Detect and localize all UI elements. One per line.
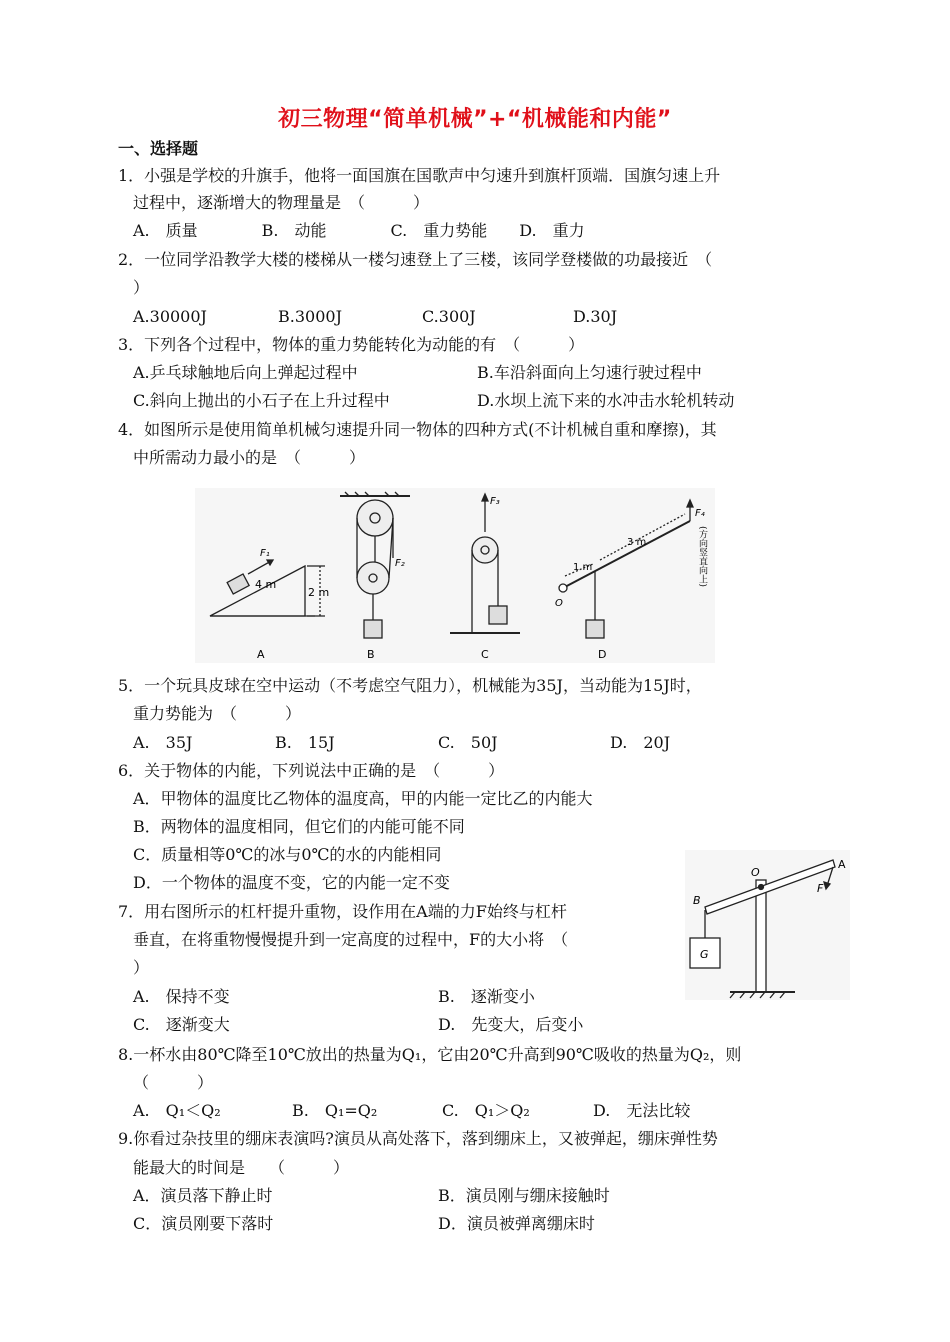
label-a: A bbox=[257, 648, 265, 661]
label-lever-g: G bbox=[700, 948, 709, 961]
label-o: O bbox=[555, 598, 563, 609]
q7-option-c: C. 逐渐变大 bbox=[133, 1015, 230, 1034]
label-c: C bbox=[481, 648, 489, 661]
label-direction-note: (方向竖直向上) bbox=[697, 526, 707, 588]
q6-stem: 6．关于物体的内能，下列说法中正确的是 （ ） bbox=[118, 761, 505, 780]
q8-stem-line2: （ ） bbox=[133, 1073, 214, 1092]
q2-stem-line1: 2．一位同学沿教学大楼的楼梯从一楼匀速登上了三楼，该同学登楼做的功最接近 （ bbox=[118, 250, 713, 269]
q6-option-d: D．一个物体的温度不变，它的内能一定不变 bbox=[133, 873, 450, 892]
label-2m: 2 m bbox=[308, 586, 330, 599]
q9-option-b: B．演员刚与绷床接触时 bbox=[438, 1186, 610, 1205]
label-f2: F₂ bbox=[395, 558, 405, 569]
q3-option-d: D.水坝上流下来的水冲击水轮机转动 bbox=[477, 391, 735, 410]
q5-stem-line1: 5．一个玩具皮球在空中运动（不考虑空气阻力），机械能为35J，当动能为15J时， bbox=[118, 676, 702, 695]
label-f3: F₃ bbox=[490, 496, 500, 507]
q9-option-c: C．演员刚要下落时 bbox=[133, 1214, 274, 1233]
q2-stem-line2: ） bbox=[133, 278, 150, 297]
q1-options: A. 质量 B. 动能 C. 重力势能 D. 重力 bbox=[133, 221, 585, 240]
label-lever-o: O bbox=[751, 866, 760, 879]
q3-option-b: B.车沿斜面向上匀速行驶过程中 bbox=[477, 363, 702, 382]
label-lever-a: A bbox=[838, 858, 846, 871]
q9-stem-line2: 能最大的时间是 （ ） bbox=[133, 1158, 350, 1177]
q1-stem-line2: 过程中，逐渐增大的物理量是 （ ） bbox=[133, 193, 430, 212]
label-d: D bbox=[598, 648, 607, 661]
q2-option-c: C.300J bbox=[422, 307, 476, 326]
q2-option-a: A.30000J bbox=[133, 307, 207, 326]
q8-stem-line1: 8.一杯水由80℃降至10℃放出的热量为Q₁，它由20℃升高到90℃吸收的热量为Q₂，则 bbox=[118, 1045, 742, 1064]
page-title: 初三物理“简单机械”+“机械能和内能” bbox=[278, 107, 672, 132]
q7-stem-line1: 7．用右图所示的杠杆提升重物，设作用在A端的力F始终与杠杆 bbox=[118, 902, 567, 921]
q5-option-d: D. 20J bbox=[610, 733, 671, 752]
q7-stem-line3: ） bbox=[133, 958, 150, 977]
q3-option-c: C.斜向上抛出的小石子在上升过程中 bbox=[133, 391, 390, 410]
q5-option-c: C. 50J bbox=[438, 733, 498, 752]
q6-option-b: B．两物体的温度相同，但它们的内能可能不同 bbox=[133, 817, 465, 836]
q9-option-a: A．演员落下静止时 bbox=[133, 1186, 273, 1205]
label-3m: 3 m bbox=[627, 537, 647, 548]
q8-option-b: B. Q₁=Q₂ bbox=[292, 1101, 378, 1120]
label-1m: 1 m bbox=[573, 562, 593, 573]
q8-option-d: D. 无法比较 bbox=[593, 1101, 691, 1120]
label-f4: F₄ bbox=[695, 508, 705, 519]
q9-option-d: D．演员被弹离绷床时 bbox=[438, 1214, 595, 1233]
label-f1: F₁ bbox=[260, 548, 270, 559]
q5-stem-line2: 重力势能为 （ ） bbox=[133, 704, 302, 723]
q7-stem-line2: 垂直，在将重物慢慢提升到一定高度的过程中，F的大小将 （ bbox=[133, 930, 569, 949]
q3-stem: 3．下列各个过程中，物体的重力势能转化为动能的有 （ ） bbox=[118, 335, 585, 354]
q6-option-c: C．质量相等0℃的冰与0℃的水的内能相同 bbox=[133, 845, 442, 864]
q6-option-a: A．甲物体的温度比乙物体的温度高，甲的内能一定比乙的内能大 bbox=[133, 789, 593, 808]
label-b: B bbox=[367, 648, 375, 661]
q7-option-d: D. 先变大，后变小 bbox=[438, 1015, 584, 1034]
q5-option-b: B. 15J bbox=[275, 733, 335, 752]
label-lever-f: F bbox=[817, 882, 824, 895]
q3-option-a: A.乒乓球触地后向上弹起过程中 bbox=[133, 363, 358, 382]
q1-stem-line1: 1．小强是学校的升旗手，他将一面国旗在国歌声中匀速升到旗杆顶端．国旗匀速上升 bbox=[118, 166, 721, 185]
q9-stem-line1: 9.你看过杂技里的绷床表演吗?演员从高处落下，落到绷床上，又被弹起，绷床弹性势 bbox=[118, 1129, 718, 1148]
q7-option-a: A. 保持不变 bbox=[133, 987, 230, 1006]
q4-stem-line1: 4．如图所示是使用简单机械匀速提升同一物体的四种方式(不计机械自重和摩擦)，其 bbox=[118, 420, 717, 439]
q7-lever-figure bbox=[685, 850, 850, 1000]
q8-option-c: C. Q₁＞Q₂ bbox=[442, 1101, 530, 1120]
q2-option-b: B.3000J bbox=[278, 307, 342, 326]
q4-figure bbox=[195, 488, 715, 663]
label-4m: 4 m bbox=[255, 578, 277, 591]
q5-option-a: A. 35J bbox=[133, 733, 193, 752]
q2-option-d: D.30J bbox=[573, 307, 618, 326]
q8-option-a: A. Q₁＜Q₂ bbox=[133, 1101, 221, 1120]
section-heading: 一、选择题 bbox=[118, 139, 199, 158]
label-lever-b: B bbox=[693, 894, 701, 907]
q7-option-b: B. 逐渐变小 bbox=[438, 987, 535, 1006]
q4-stem-line2: 中所需动力最小的是 （ ） bbox=[133, 448, 366, 467]
